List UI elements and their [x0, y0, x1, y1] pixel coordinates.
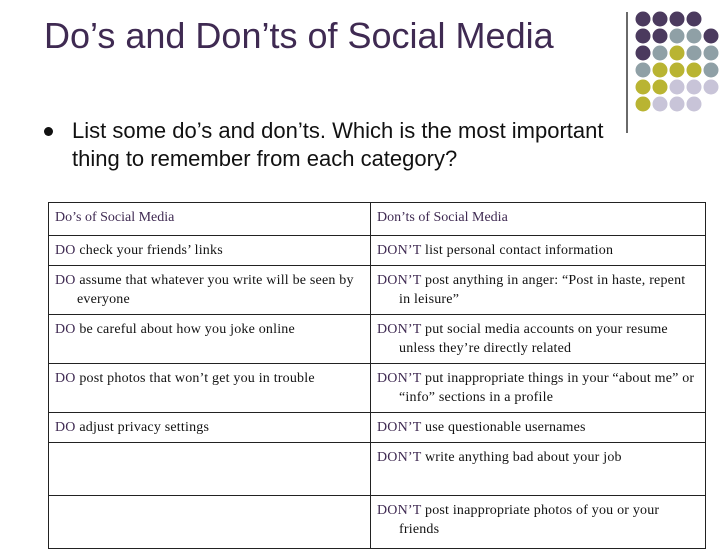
- dont-text: put inappropriate things in your “about me” or “info” sections in a profile: [399, 371, 695, 405]
- header-dos-text: Do’s of Social Media: [55, 210, 175, 225]
- slide-title: Do’s and Don’ts of Social Media: [44, 15, 554, 56]
- dont-cell: [371, 496, 706, 549]
- dont-cell: [371, 315, 706, 364]
- do-cell: [49, 236, 371, 266]
- do-keyword: DO: [55, 273, 76, 288]
- dont-text: put social media accounts on your resume unless they’re directly related: [399, 322, 668, 356]
- table-row: [49, 413, 706, 443]
- dos-donts-table: [48, 202, 706, 549]
- dont-keyword: DON’T: [377, 450, 422, 465]
- bullet-item: [44, 117, 644, 173]
- dont-text: post anything in anger: “Post in haste, repent in leisure”: [399, 273, 686, 307]
- divider-line: [626, 12, 628, 133]
- do-cell: [49, 364, 371, 413]
- do-cell: [49, 266, 371, 315]
- dont-text: write anything bad about your job: [421, 450, 622, 465]
- dont-keyword: DON’T: [377, 273, 422, 288]
- dont-text: post inappropriate photos of you or your friends: [399, 503, 660, 537]
- header-dos: [49, 203, 371, 236]
- dont-cell: [371, 266, 706, 315]
- dont-cell: [371, 364, 706, 413]
- dot-grid-icon: [634, 10, 720, 122]
- dont-keyword: DON’T: [377, 243, 422, 258]
- table-row: [49, 266, 706, 315]
- dont-cell: [371, 443, 706, 496]
- header-donts: [371, 203, 706, 236]
- do-cell: [49, 443, 371, 496]
- table-row: [49, 315, 706, 364]
- bullet-dot-icon: [44, 127, 53, 136]
- do-text: be careful about how you joke online: [75, 322, 295, 337]
- do-cell: [49, 496, 371, 549]
- do-cell: [49, 413, 371, 443]
- do-text: assume that whatever you write will be seen by everyone: [75, 273, 354, 307]
- dont-keyword: DON’T: [377, 322, 422, 337]
- do-keyword: DO: [55, 420, 76, 435]
- bullet-text: List some do’s and don’ts. Which is the most important thing to remember from each category?: [72, 118, 604, 171]
- dont-cell: [371, 413, 706, 443]
- do-keyword: DO: [55, 243, 76, 258]
- dont-cell: [371, 236, 706, 266]
- table-row: [49, 496, 706, 549]
- table-header-row: [49, 203, 706, 236]
- header-donts-text: Don’ts of Social Media: [377, 210, 508, 225]
- dont-keyword: DON’T: [377, 371, 422, 386]
- dont-text: list personal contact information: [421, 243, 614, 258]
- table-row: [49, 443, 706, 496]
- table-row: [49, 236, 706, 266]
- table-row: [49, 364, 706, 413]
- do-text: adjust privacy settings: [75, 420, 210, 435]
- dont-keyword: DON’T: [377, 503, 422, 518]
- do-text: post photos that won’t get you in trouble: [75, 371, 315, 386]
- do-keyword: DO: [55, 371, 76, 386]
- do-text: check your friends’ links: [75, 243, 223, 258]
- dont-text: use questionable usernames: [421, 420, 586, 435]
- do-keyword: DO: [55, 322, 76, 337]
- do-cell: [49, 315, 371, 364]
- dont-keyword: DON’T: [377, 420, 422, 435]
